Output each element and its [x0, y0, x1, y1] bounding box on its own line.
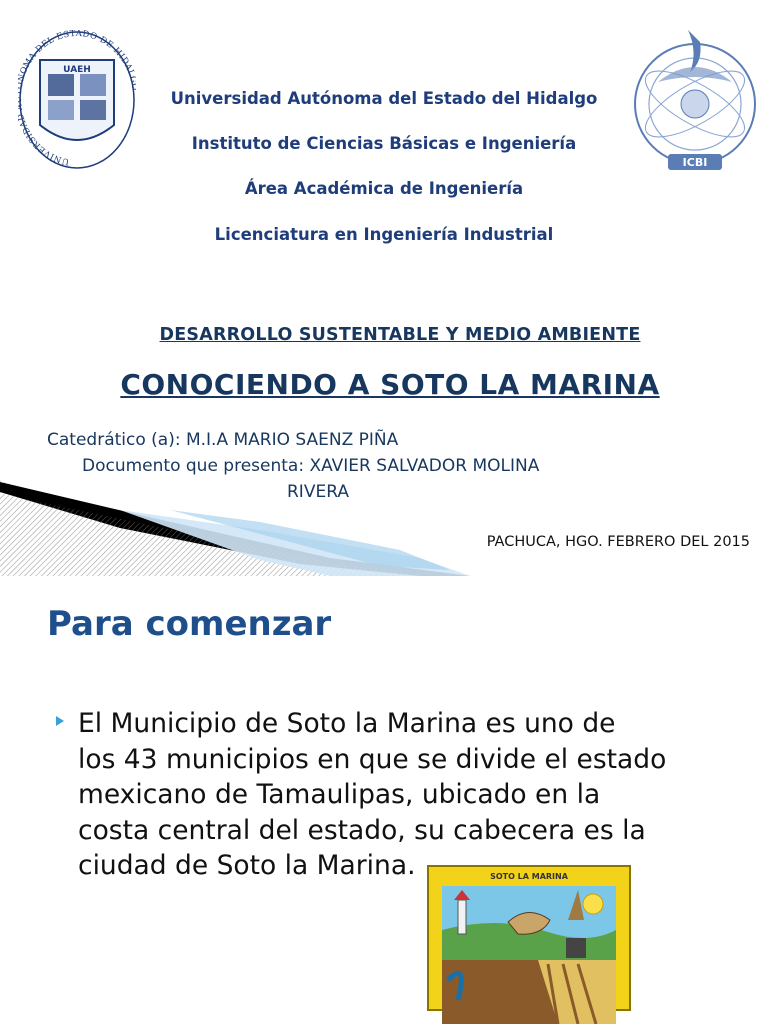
paragraph-line: los 43 municipios en que se divide el estado	[78, 743, 667, 775]
presenter-line-continued: RIVERA	[287, 482, 349, 502]
decorative-swoosh	[0, 470, 768, 576]
uaeh-emblem-text: UAEH	[63, 65, 91, 75]
soto-la-marina-coat-of-arms-icon	[418, 860, 640, 1024]
presenter-line: Documento que presenta: XAVIER SALVADOR MOLINA	[82, 456, 540, 476]
university-name: Universidad Autónoma del Estado del Hidalgo	[170, 89, 598, 108]
presentation-title: CONOCIENDO A SOTO LA MARINA	[120, 368, 660, 401]
course-subject: DESARROLLO SUSTENTABLE Y MEDIO AMBIENTE	[159, 325, 641, 345]
paragraph-line: mexicano de Tamaulipas, ubicado en la	[78, 779, 601, 810]
paragraph-line: costa central del estado, su cabecera es la	[78, 814, 646, 846]
paragraph-line: El Municipio de Soto la Marina es uno de	[78, 708, 616, 739]
bullet-paragraph	[78, 706, 738, 884]
paragraph-line: ciudad de Soto la Marina.	[78, 850, 416, 881]
institute-name: Instituto de Ciencias Básicas e Ingeniería	[191, 134, 577, 153]
slide-heading: Para comenzar	[47, 604, 332, 644]
content-slide	[0, 576, 768, 1024]
coat-banner-text: SOTO LA MARINA	[490, 872, 568, 881]
degree-program: Licenciatura en Ingeniería Industrial	[214, 225, 554, 244]
place-date: PACHUCA, HGO. FEBRERO DEL 2015	[486, 534, 750, 550]
uaeh-ring-text: UNIVERSIDA OMA DEL ESTADO DE HIDAL	[18, 30, 136, 167]
academic-area: Área Académica de Ingeniería	[244, 179, 524, 198]
icbi-label: ICBI	[682, 156, 708, 169]
bullet-arrow-icon	[56, 716, 64, 726]
instructor-line: Catedrático (a): M.I.A MARIO SAENZ PIÑA	[47, 430, 399, 450]
